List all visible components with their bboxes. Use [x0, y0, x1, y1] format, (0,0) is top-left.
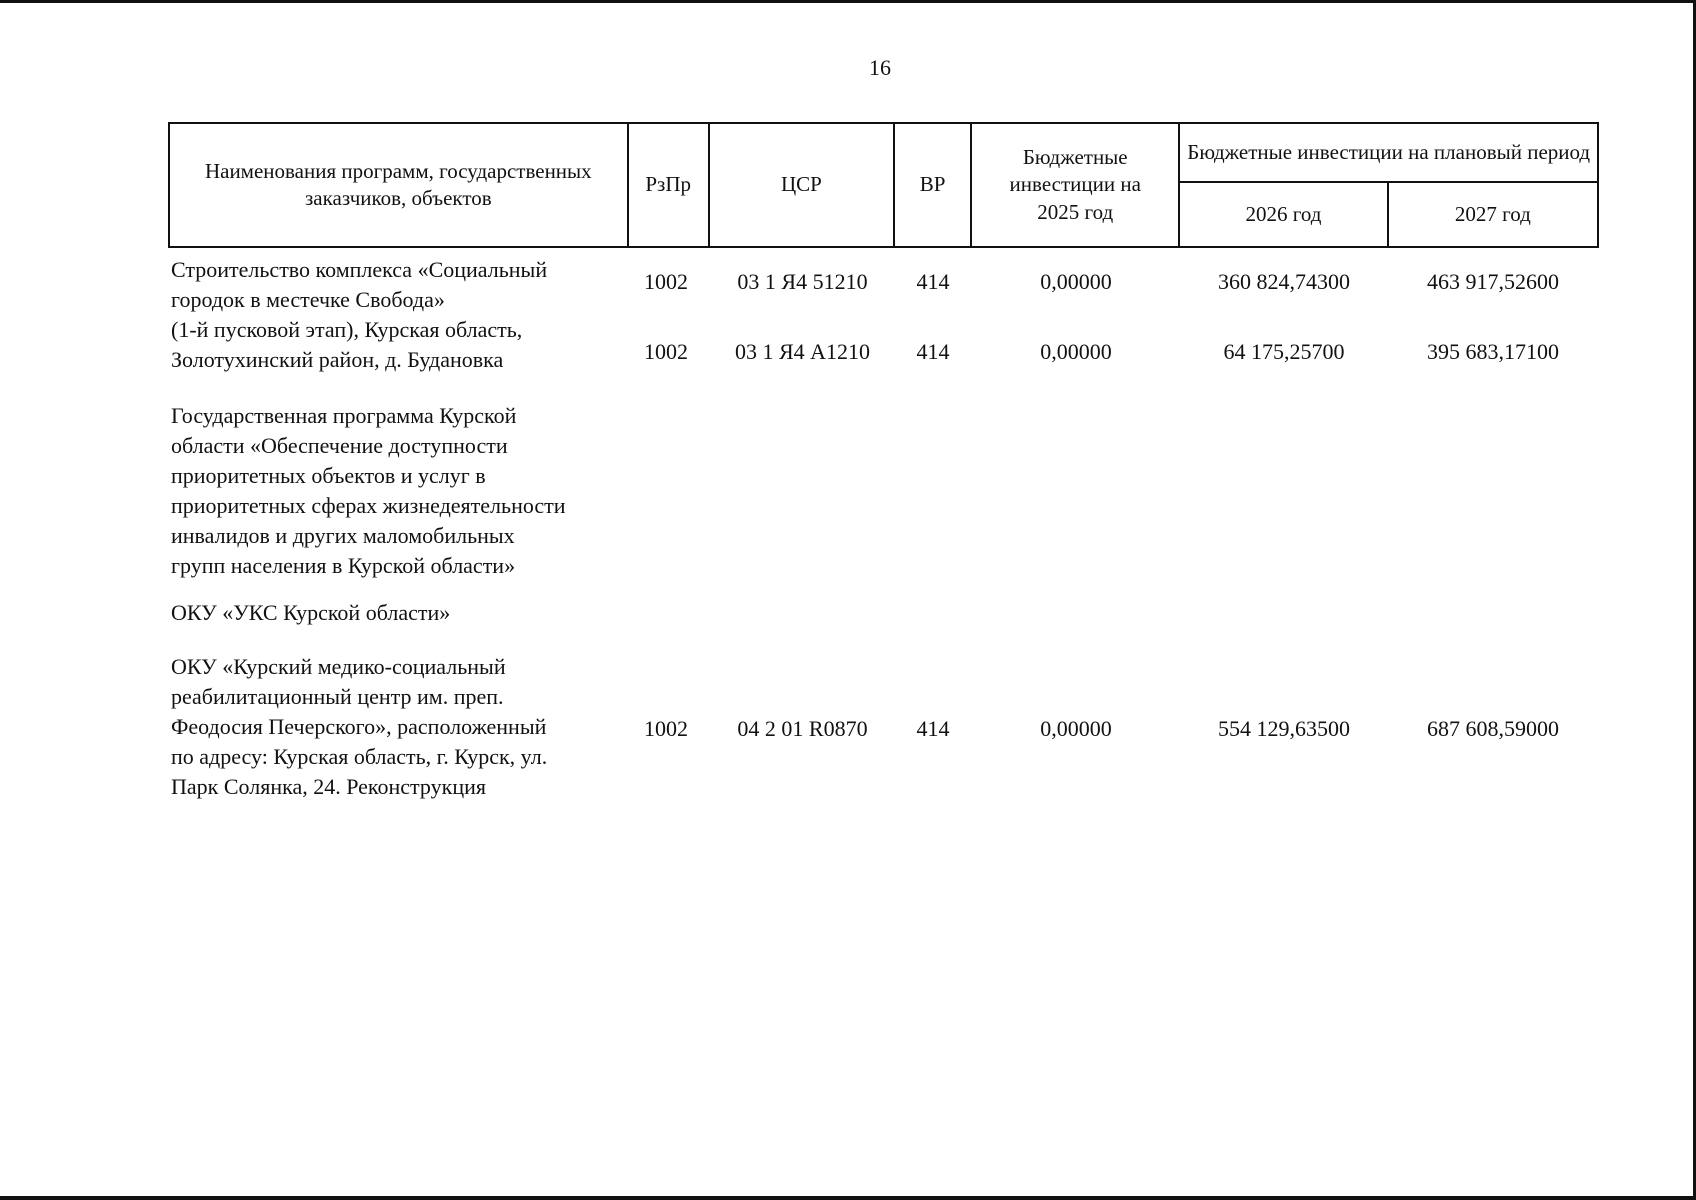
cell-2027: 395 683,17100	[1427, 339, 1559, 364]
header-year-2027: 2027 год	[1388, 182, 1598, 247]
cell-2026: 360 824,74300	[1218, 269, 1350, 294]
name-line: реабилитационный центр им. преп.	[171, 684, 504, 709]
scan-border-bottom	[0, 1196, 1696, 1200]
cell-csr: 04 2 01 R0870	[737, 716, 868, 741]
header-rzpr: РзПр	[628, 123, 709, 247]
name-line: городок в местечке Свобода»	[171, 287, 445, 312]
name-line: инвалидов и других маломобильных	[171, 523, 515, 548]
name-line: Парк Солянка, 24. Реконструкция	[171, 774, 486, 799]
scan-border-top	[0, 0, 1696, 3]
cell-2027: 687 608,59000	[1427, 716, 1559, 741]
cell-2026: 64 175,25700	[1223, 339, 1345, 364]
cell-2025: 0,00000	[1040, 269, 1112, 294]
row-name-rehab-center	[171, 652, 547, 802]
name-line: Государственная программа Курской	[171, 403, 517, 428]
header-investment-2025: Бюджетные инвестиции на 2025 год	[971, 123, 1179, 247]
name-line: групп населения в Курской области»	[171, 553, 516, 578]
cell-vr: 414	[916, 716, 950, 741]
name-line: (1-й пусковой этап), Курская область,	[171, 317, 523, 342]
table-header	[168, 122, 1599, 248]
row-name-construction	[171, 255, 547, 375]
row-name-customer	[171, 598, 450, 628]
name-line: ОКУ «Курский медико-социальный	[171, 654, 506, 679]
cell-rzpr: 1002	[644, 339, 688, 364]
cell-rzpr: 1002	[644, 716, 688, 741]
cell-vr: 414	[916, 269, 950, 294]
header-planned-period: Бюджетные инвестиции на плановый период	[1179, 123, 1598, 182]
cell-2027: 463 917,52600	[1427, 269, 1559, 294]
page-number: 16	[869, 55, 891, 80]
header-name-column: Наименования программ, государственных заказчиков, объектов	[169, 123, 628, 247]
cell-vr: 414	[916, 339, 950, 364]
name-line: приоритетных объектов и услуг в	[171, 463, 486, 488]
name-line: приоритетных сферах жизнедеятельности	[171, 493, 566, 518]
name-line: по адресу: Курская область, г. Курск, ул.	[171, 744, 548, 769]
name-line: ОКУ «УКС Курской области»	[171, 600, 451, 625]
name-line: Золотухинский район, д. Будановка	[171, 347, 504, 372]
header-csr: ЦСР	[709, 123, 894, 247]
name-line: Строительство комплекса «Социальный	[171, 257, 548, 282]
row-name-state-program	[171, 401, 566, 581]
header-vr: ВР	[894, 123, 971, 247]
name-line: области «Обеспечение доступности	[171, 433, 508, 458]
cell-rzpr: 1002	[644, 269, 688, 294]
cell-2025: 0,00000	[1040, 716, 1112, 741]
cell-2025: 0,00000	[1040, 339, 1112, 364]
cell-csr: 03 1 Я4 51210	[737, 269, 868, 294]
cell-2026: 554 129,63500	[1218, 716, 1350, 741]
cell-csr: 03 1 Я4 A1210	[734, 339, 871, 364]
header-year-2026: 2026 год	[1179, 182, 1387, 247]
name-line: Феодосия Печерского», расположенный	[171, 714, 547, 739]
